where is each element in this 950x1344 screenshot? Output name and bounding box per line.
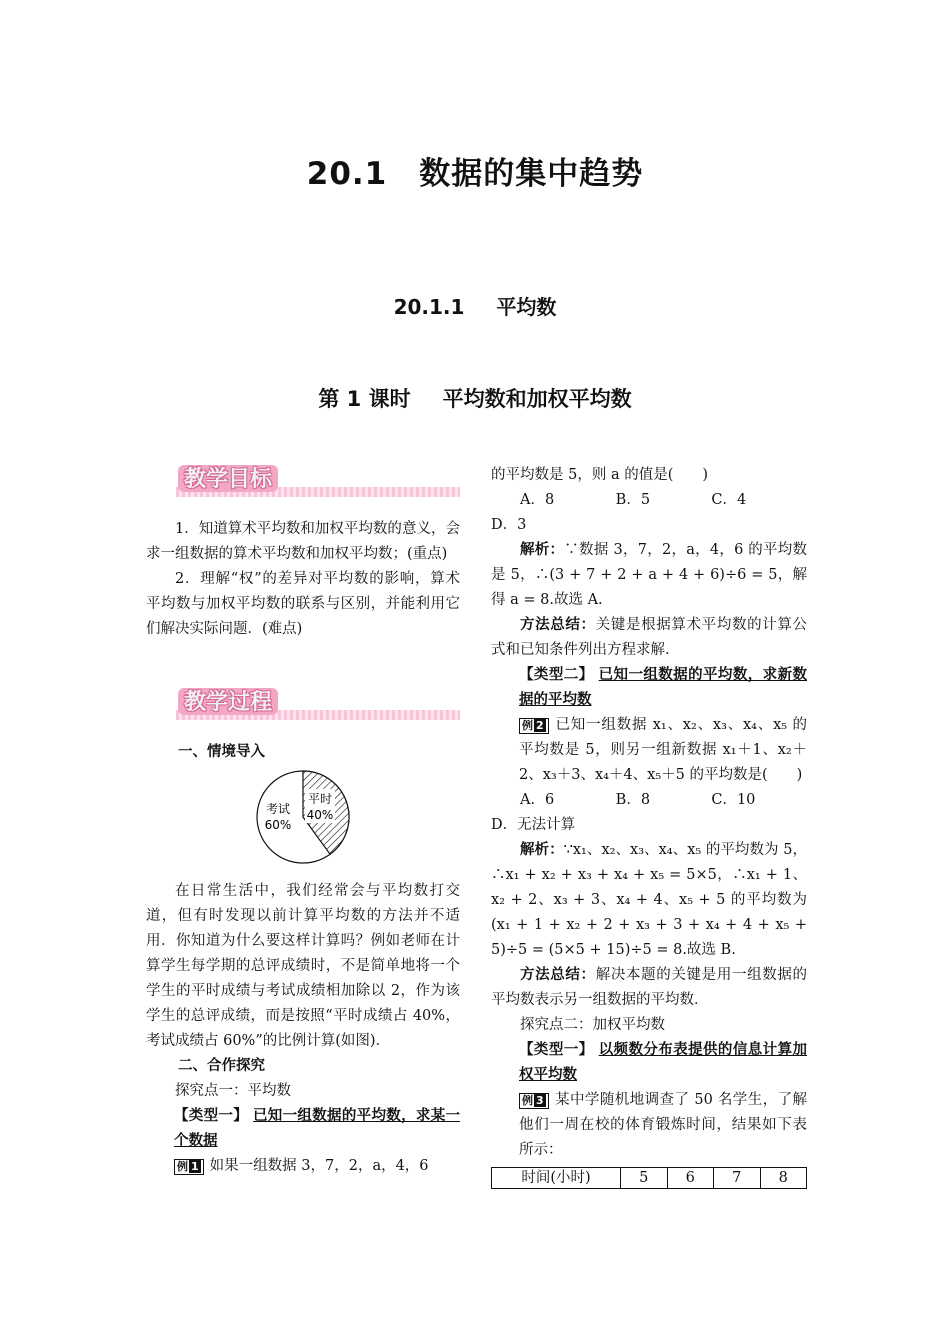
section-number: 20.1 [306, 156, 388, 192]
example2-badge [519, 718, 549, 734]
section-name: 数据的集中趋势 [419, 156, 644, 192]
type1-tag: 【类型一】 [174, 1108, 249, 1124]
option-c: C．10 [711, 792, 756, 808]
inquiry-point-2: 探究点二：加权平均数 [520, 1017, 665, 1033]
lesson-title [0, 383, 950, 413]
example3-text: 某中学随机地调查了 50 名学生，了解他们一周在校的体育锻炼时间，结果如下表所示： [519, 1092, 807, 1158]
pie-chart-svg [253, 767, 353, 867]
analysis-text: ∵x₁、x₂、x₃、x₄、x₅ 的平均数为 5，∴x₁ + x₂ + x₃ + x₄ + x₅ = 5×5，∴x₁ + 1、x₂ + 2、x₃ + 3、x₄ + 4、x₅ + 5 的平均数为(x₁ + 1 + x₂ + 2 + x₃ + 3 + x₄ + 4 + x₅ + 5)÷5 = (5×5 + 15)÷5 = 8.故选 B. [491, 842, 807, 958]
right-column [491, 463, 807, 1189]
table-cell: 8 [760, 1168, 807, 1189]
option-b: B．8 [615, 792, 651, 808]
example-label: 例 [177, 1160, 188, 1173]
process-banner-title: 教学过程 [178, 688, 278, 715]
process-banner [146, 688, 460, 722]
example2-line [491, 713, 807, 788]
type3-tag: 【类型一】 [519, 1042, 594, 1058]
type3-title: 以频数分布表提供的信息计算加权平均数 [519, 1042, 808, 1083]
table-header-cell: 时间(小时) [492, 1168, 621, 1189]
type1-heading [146, 1104, 460, 1154]
objective-item-1: 1．知道算术平均数和加权平均数的意义，会求一组数据的算术平均数和加权平均数；(重点) [146, 521, 460, 562]
example3-badge [519, 1093, 549, 1109]
exam-label: 考试 [265, 802, 291, 816]
example1-options [491, 488, 807, 513]
part1-title: 一、情境导入 [178, 744, 265, 760]
usual-value: 40% [306, 808, 334, 822]
option-a: A．6 [520, 792, 555, 808]
objective-item-2: 2．理解“权”的差异对平均数的影响，算术平均数与加权平均数的联系与区别，并能利用它们解决实际问题．(难点) [146, 571, 460, 637]
option-b: B．5 [615, 492, 651, 508]
method-label: 方法总结： [520, 617, 596, 633]
section-title [0, 148, 950, 193]
table-row [492, 1168, 807, 1189]
left-column [146, 463, 460, 1179]
example1-text-a: 如果一组数据 3，7，2，a，4，6 [209, 1158, 429, 1174]
type2-tag: 【类型二】 [519, 667, 594, 683]
frequency-table [491, 1167, 807, 1189]
table-cell: 5 [621, 1168, 668, 1189]
type3-heading [491, 1038, 807, 1088]
example2-method [491, 963, 807, 1013]
example-number: 2 [536, 719, 544, 732]
analysis-label: 解析： [520, 542, 565, 558]
example-label: 例 [522, 1094, 533, 1107]
lesson-name: 平均数和加权平均数 [442, 387, 632, 411]
example2-analysis [491, 838, 807, 963]
option-d: D．无法计算 [491, 817, 576, 833]
option-d: D．3 [491, 517, 527, 533]
example2-options [491, 788, 807, 813]
analysis-label: 解析： [520, 842, 564, 858]
lesson-number: 第 1 课时 [318, 387, 411, 411]
method-text: 关键是根据算术平均数的计算公式和已知条件列出方程求解． [491, 617, 808, 658]
type1-title: 已知一组数据的平均数，求某一个数据 [174, 1108, 461, 1149]
example1-method [491, 613, 807, 663]
option-a: A．8 [520, 492, 555, 508]
inquiry-point-1: 探究点一：平均数 [175, 1083, 291, 1099]
pie-chart [146, 767, 460, 875]
intro-paragraph: 在日常生活中，我们经常会与平均数打交道，但有时发现以前计算平均数的方法并不适用．你知道为什么要这样计算吗？例如老师在计算学生每学期的总评成绩时，不是简单地将一个学生的平时成绩与考试成绩相加除以 2，作为该学生的总评成绩，而是按照“平时成绩占 40%，考试成绩占 60%”的比例计算(如图)． [146, 883, 460, 1049]
example-number: 3 [536, 1094, 544, 1107]
subsection-name: 平均数 [496, 295, 557, 319]
method-label: 方法总结： [520, 967, 596, 983]
exam-value: 60% [264, 818, 292, 832]
example2-text: 已知一组数据 x₁、x₂、x₃、x₄、x₅ 的平均数是 5，则另一组新数据 x₁＋1、x₂＋2、x₃＋3、x₄＋4、x₅＋5 的平均数是( ) [519, 717, 807, 783]
option-c: C．4 [711, 492, 747, 508]
table-cell: 6 [667, 1168, 714, 1189]
subsection-number: 20.1.1 [393, 295, 465, 319]
example-number: 1 [191, 1160, 199, 1173]
example1-analysis [491, 538, 807, 613]
objectives-banner [146, 465, 460, 499]
method-text: 解决本题的关键是用一组数据的平均数表示另一组数据的平均数． [491, 967, 808, 1008]
example1-text-b: 的平均数是 5，则 a 的值是( ) [491, 467, 709, 483]
example1-line [146, 1154, 460, 1179]
subsection-title [0, 291, 950, 320]
type2-heading [491, 663, 807, 713]
example-label: 例 [522, 719, 533, 732]
part2-title: 二、合作探究 [178, 1058, 265, 1074]
type2-title: 已知一组数据的平均数，求新数据的平均数 [519, 667, 808, 708]
example1-badge [174, 1159, 204, 1175]
analysis-text: ∵数据 3，7，2，a，4，6 的平均数是 5，∴(3 + 7 + 2 + a + 4 + 6)÷6 = 5，解得 a = 8.故选 A. [491, 542, 807, 608]
objectives-banner-title: 教学目标 [178, 465, 278, 492]
example3-line [491, 1088, 807, 1163]
usual-label: 平时 [307, 792, 333, 806]
table-cell: 7 [714, 1168, 761, 1189]
